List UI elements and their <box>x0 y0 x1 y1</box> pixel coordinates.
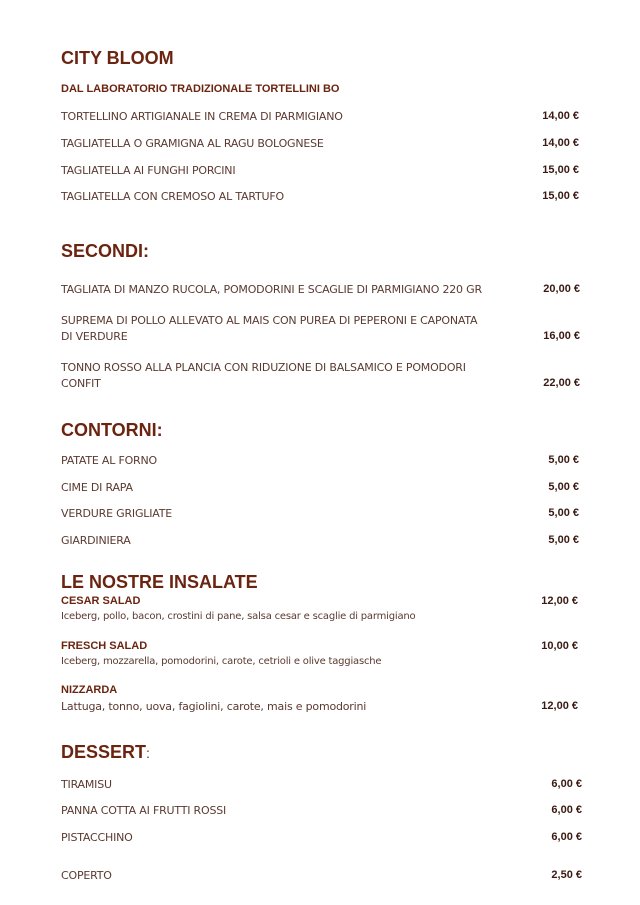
section-subtitle: DAL LABORATORIO TRADIZIONALE TORTELLINI BO <box>61 83 340 95</box>
salad-name: CESAR SALAD <box>61 595 141 607</box>
salad-name: FRESCH SALAD <box>61 640 148 652</box>
section-title-dessert <box>61 742 150 763</box>
menu-item-price: 5,00 € <box>548 481 579 493</box>
menu-item-name: PISTACCHINO <box>61 831 133 844</box>
dessert-title-colon: : <box>146 745 150 761</box>
menu-item-price: 10,00 € <box>541 640 578 652</box>
section-title-secondi: SECONDI: <box>61 241 150 261</box>
menu-item-price: 6,00 € <box>551 778 582 790</box>
menu-item-price: 6,00 € <box>551 804 582 816</box>
menu-item-price: 14,00 € <box>542 110 579 122</box>
menu-item-price: 12,00 € <box>541 595 578 607</box>
menu-item-price: 12,00 € <box>541 700 578 712</box>
menu-item-price: 5,00 € <box>548 534 579 546</box>
menu-item-price: 22,00 € <box>543 377 580 389</box>
coperto-price: 2,50 € <box>551 869 582 881</box>
section-title-city-bloom: CITY BLOOM <box>61 48 174 68</box>
menu-item-price: 14,00 € <box>542 137 579 149</box>
menu-item-name: TAGLIATELLA CON CREMOSO AL TARTUFO <box>61 190 284 203</box>
menu-item-price: 15,00 € <box>542 164 579 176</box>
menu-item-name: PANNA COTTA AI FRUTTI ROSSI <box>61 804 227 817</box>
salad-description: Lattuga, tonno, uova, fagiolini, carote, mais e pomodorini <box>61 700 367 713</box>
menu-item-name: CIME DI RAPA <box>61 481 133 494</box>
section-title-insalate: LE NOSTRE INSALATE <box>61 572 258 592</box>
dessert-title-text: DESSERT <box>61 742 147 762</box>
menu-item-name: SUPREMA DI POLLO ALLEVATO AL MAIS CON PUREA DI PEPERONI E CAPONATA DI VERDURE <box>61 314 478 343</box>
menu-item-name: TAGLIATELLA O GRAMIGNA AL RAGU BOLOGNESE <box>61 137 324 150</box>
salad-name: NIZZARDA <box>61 684 118 696</box>
menu-item-name: TONNO ROSSO ALLA PLANCIA CON RIDUZIONE DI BALSAMICO E POMODORI CONFIT <box>61 361 466 390</box>
menu-item-name: TIRAMISU <box>61 778 112 791</box>
menu-item-price: 16,00 € <box>543 330 580 342</box>
menu-item-price: 15,00 € <box>542 190 579 202</box>
menu-item-price: 5,00 € <box>548 507 579 519</box>
menu-item-price: 5,00 € <box>548 454 579 466</box>
section-title-contorni: CONTORNI: <box>61 420 163 440</box>
menu-item-price: 20,00 € <box>543 283 580 295</box>
salad-description: Iceberg, mozzarella, pomodorini, carote, cetrioli e olive taggiasche <box>61 656 382 667</box>
menu-item-price: 6,00 € <box>551 831 582 843</box>
coperto-label: COPERTO <box>61 869 112 882</box>
menu-item-name: TAGLIATA DI MANZO RUCOLA, POMODORINI E SCAGLIE DI PARMIGIANO 220 GR <box>61 283 482 296</box>
menu-item-name: TAGLIATELLA AI FUNGHI PORCINI <box>61 164 236 177</box>
menu-item-name: GIARDINIERA <box>61 534 131 547</box>
salad-description: Iceberg, pollo, bacon, crostini di pane, salsa cesar e scaglie di parmigiano <box>61 611 416 622</box>
menu-item-name: TORTELLINO ARTIGIANALE IN CREMA DI PARMIGIANO <box>61 110 343 123</box>
menu-item-name: PATATE AL FORNO <box>61 454 157 467</box>
menu-item-name: VERDURE GRIGLIATE <box>61 507 172 520</box>
